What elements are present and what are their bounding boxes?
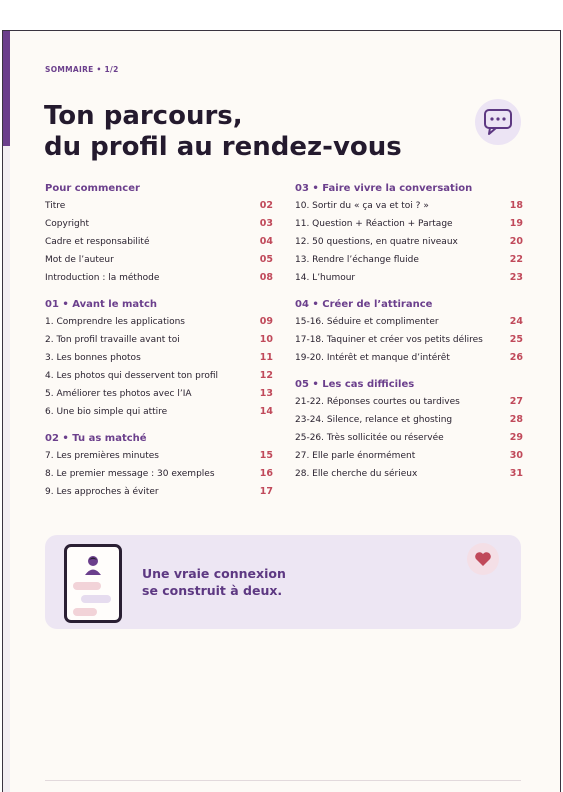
page [2, 30, 561, 792]
toc-section [295, 377, 523, 483]
toc-page-number: 13 [259, 388, 273, 399]
footer-divider [45, 780, 521, 781]
toc-entry[interactable] [45, 403, 273, 421]
toc-section [45, 181, 273, 287]
page-title [44, 101, 402, 163]
toc-entry-label: 7. Les premières minutes [45, 451, 159, 461]
toc-page-number: 25 [509, 334, 523, 345]
toc-section [45, 431, 273, 501]
title-line-1: Ton parcours, [44, 101, 243, 131]
toc-page-number: 09 [259, 316, 273, 327]
toc-entry-label: 15-16. Séduire et complimenter [295, 317, 439, 327]
toc-entry[interactable] [45, 367, 273, 385]
toc-entry-label: Copyright [45, 219, 89, 229]
toc-entry[interactable] [295, 447, 523, 465]
toc-entry-label: 8. Le premier message : 30 exemples [45, 469, 215, 479]
toc-entry-label: 28. Elle cherche du sérieux [295, 469, 418, 479]
toc-page-number: 22 [509, 254, 523, 265]
toc-entry-label: 3. Les bonnes photos [45, 353, 141, 363]
toc-page-number: 30 [509, 450, 523, 461]
toc-entry-label: 14. L’humour [295, 273, 356, 283]
callout-box [45, 535, 521, 629]
toc-page-number: 05 [259, 254, 273, 265]
callout-line-1: Une vraie connexion [142, 566, 286, 581]
toc-entry[interactable] [45, 349, 273, 367]
toc-page-number: 29 [509, 432, 523, 443]
toc-entry[interactable] [295, 349, 523, 367]
toc-section [295, 181, 523, 287]
toc-entry-label: Mot de l’auteur [45, 255, 114, 265]
toc-entry-label: 5. Améliorer tes photos avec l’IA [45, 389, 192, 399]
title-line-2: du profil au rendez-vous [44, 132, 402, 162]
toc-page-number: 19 [509, 218, 523, 229]
section-heading: 04 • Créer de l’attirance [295, 299, 433, 310]
section-heading: 02 • Tu as matché [45, 433, 147, 444]
toc-entry[interactable] [45, 313, 273, 331]
toc-entry[interactable] [45, 447, 273, 465]
toc-entry-label: Titre [45, 201, 66, 211]
toc-entry[interactable] [45, 385, 273, 403]
toc-entry[interactable] [45, 251, 273, 269]
toc-entry[interactable] [45, 215, 273, 233]
toc-entry[interactable] [295, 393, 523, 411]
toc-page-number: 11 [259, 352, 273, 363]
toc-entry-label: 13. Rendre l’échange fluide [295, 255, 419, 265]
toc-entry-label: 10. Sortir du « ça va et toi ? » [295, 201, 429, 211]
toc-page-number: 08 [259, 272, 273, 283]
toc-page-number: 23 [509, 272, 523, 283]
toc-page-number: 17 [259, 486, 273, 497]
toc-entry-label: 1. Comprendre les applications [45, 317, 185, 327]
toc-entry-label: 6. Une bio simple qui attire [45, 407, 168, 417]
callout-text [142, 565, 286, 599]
toc-page-number: 15 [259, 450, 273, 461]
toc-page-number: 20 [509, 236, 523, 247]
toc-page-number: 10 [259, 334, 273, 345]
toc-page-number: 03 [259, 218, 273, 229]
toc-entry[interactable] [45, 197, 273, 215]
chat-bubble-icon [475, 99, 521, 145]
toc-page-number: 18 [509, 200, 523, 211]
toc-entry-label: 2. Ton profil travaille avant toi [45, 335, 180, 345]
toc-entry[interactable] [295, 331, 523, 349]
toc-section [295, 297, 523, 367]
toc-entry[interactable] [295, 313, 523, 331]
toc-entry[interactable] [45, 483, 273, 501]
toc-entry[interactable] [295, 411, 523, 429]
toc-entry-label: 21-22. Réponses courtes ou tardives [295, 397, 460, 407]
toc-entry[interactable] [295, 465, 523, 483]
callout-line-2: se construit à deux. [142, 583, 283, 598]
toc-page-number: 26 [509, 352, 523, 363]
toc-page-number: 04 [259, 236, 273, 247]
toc-page-number: 16 [259, 468, 273, 479]
toc-page-number: 02 [259, 200, 273, 211]
toc-entry-label: 12. 50 questions, en quatre niveaux [295, 237, 458, 247]
toc-entry-label: Cadre et responsabilité [45, 237, 150, 247]
toc-column-left [45, 181, 273, 511]
toc-entry[interactable] [295, 233, 523, 251]
heart-icon [467, 543, 499, 575]
toc-entry[interactable] [295, 215, 523, 233]
toc-entry-label: 17-18. Taquiner et créer vos petits délires [295, 335, 483, 345]
page-kicker: SOMMAIRE • 1/2 [45, 65, 119, 74]
toc-entry[interactable] [45, 331, 273, 349]
toc-entry[interactable] [45, 269, 273, 287]
toc-entry-label: 25-26. Très sollicitée ou réservée [295, 433, 444, 443]
section-heading: 01 • Avant le match [45, 299, 157, 310]
toc-entry-label: 11. Question + Réaction + Partage [295, 219, 453, 229]
toc-column-right [295, 181, 523, 493]
toc-entry[interactable] [45, 465, 273, 483]
toc-page-number: 31 [509, 468, 523, 479]
phone-profile-icon [64, 544, 122, 623]
toc-entry-label: 4. Les photos qui desservent ton profil [45, 371, 218, 381]
section-heading: 03 • Faire vivre la conversation [295, 183, 473, 194]
toc-page-number: 24 [509, 316, 523, 327]
toc-entry-label: 19-20. Intérêt et manque d’intérêt [295, 353, 450, 363]
toc-entry[interactable] [295, 251, 523, 269]
toc-entry-label: Introduction : la méthode [45, 273, 160, 283]
toc-entry[interactable] [295, 197, 523, 215]
toc-entry[interactable] [295, 269, 523, 287]
section-heading: Pour commencer [45, 183, 140, 194]
toc-page-number: 27 [509, 396, 523, 407]
toc-section [45, 297, 273, 421]
toc-page-number: 28 [509, 414, 523, 425]
toc-entry[interactable] [295, 429, 523, 447]
toc-entry-label: 23-24. Silence, relance et ghosting [295, 415, 453, 425]
toc-entry[interactable] [45, 233, 273, 251]
toc-entry-label: 27. Elle parle énormément [295, 451, 416, 461]
toc-page-number: 14 [259, 406, 273, 417]
section-heading: 05 • Les cas difficiles [295, 379, 415, 390]
toc-entry-label: 9. Les approches à éviter [45, 487, 159, 497]
toc-page-number: 12 [259, 370, 273, 381]
